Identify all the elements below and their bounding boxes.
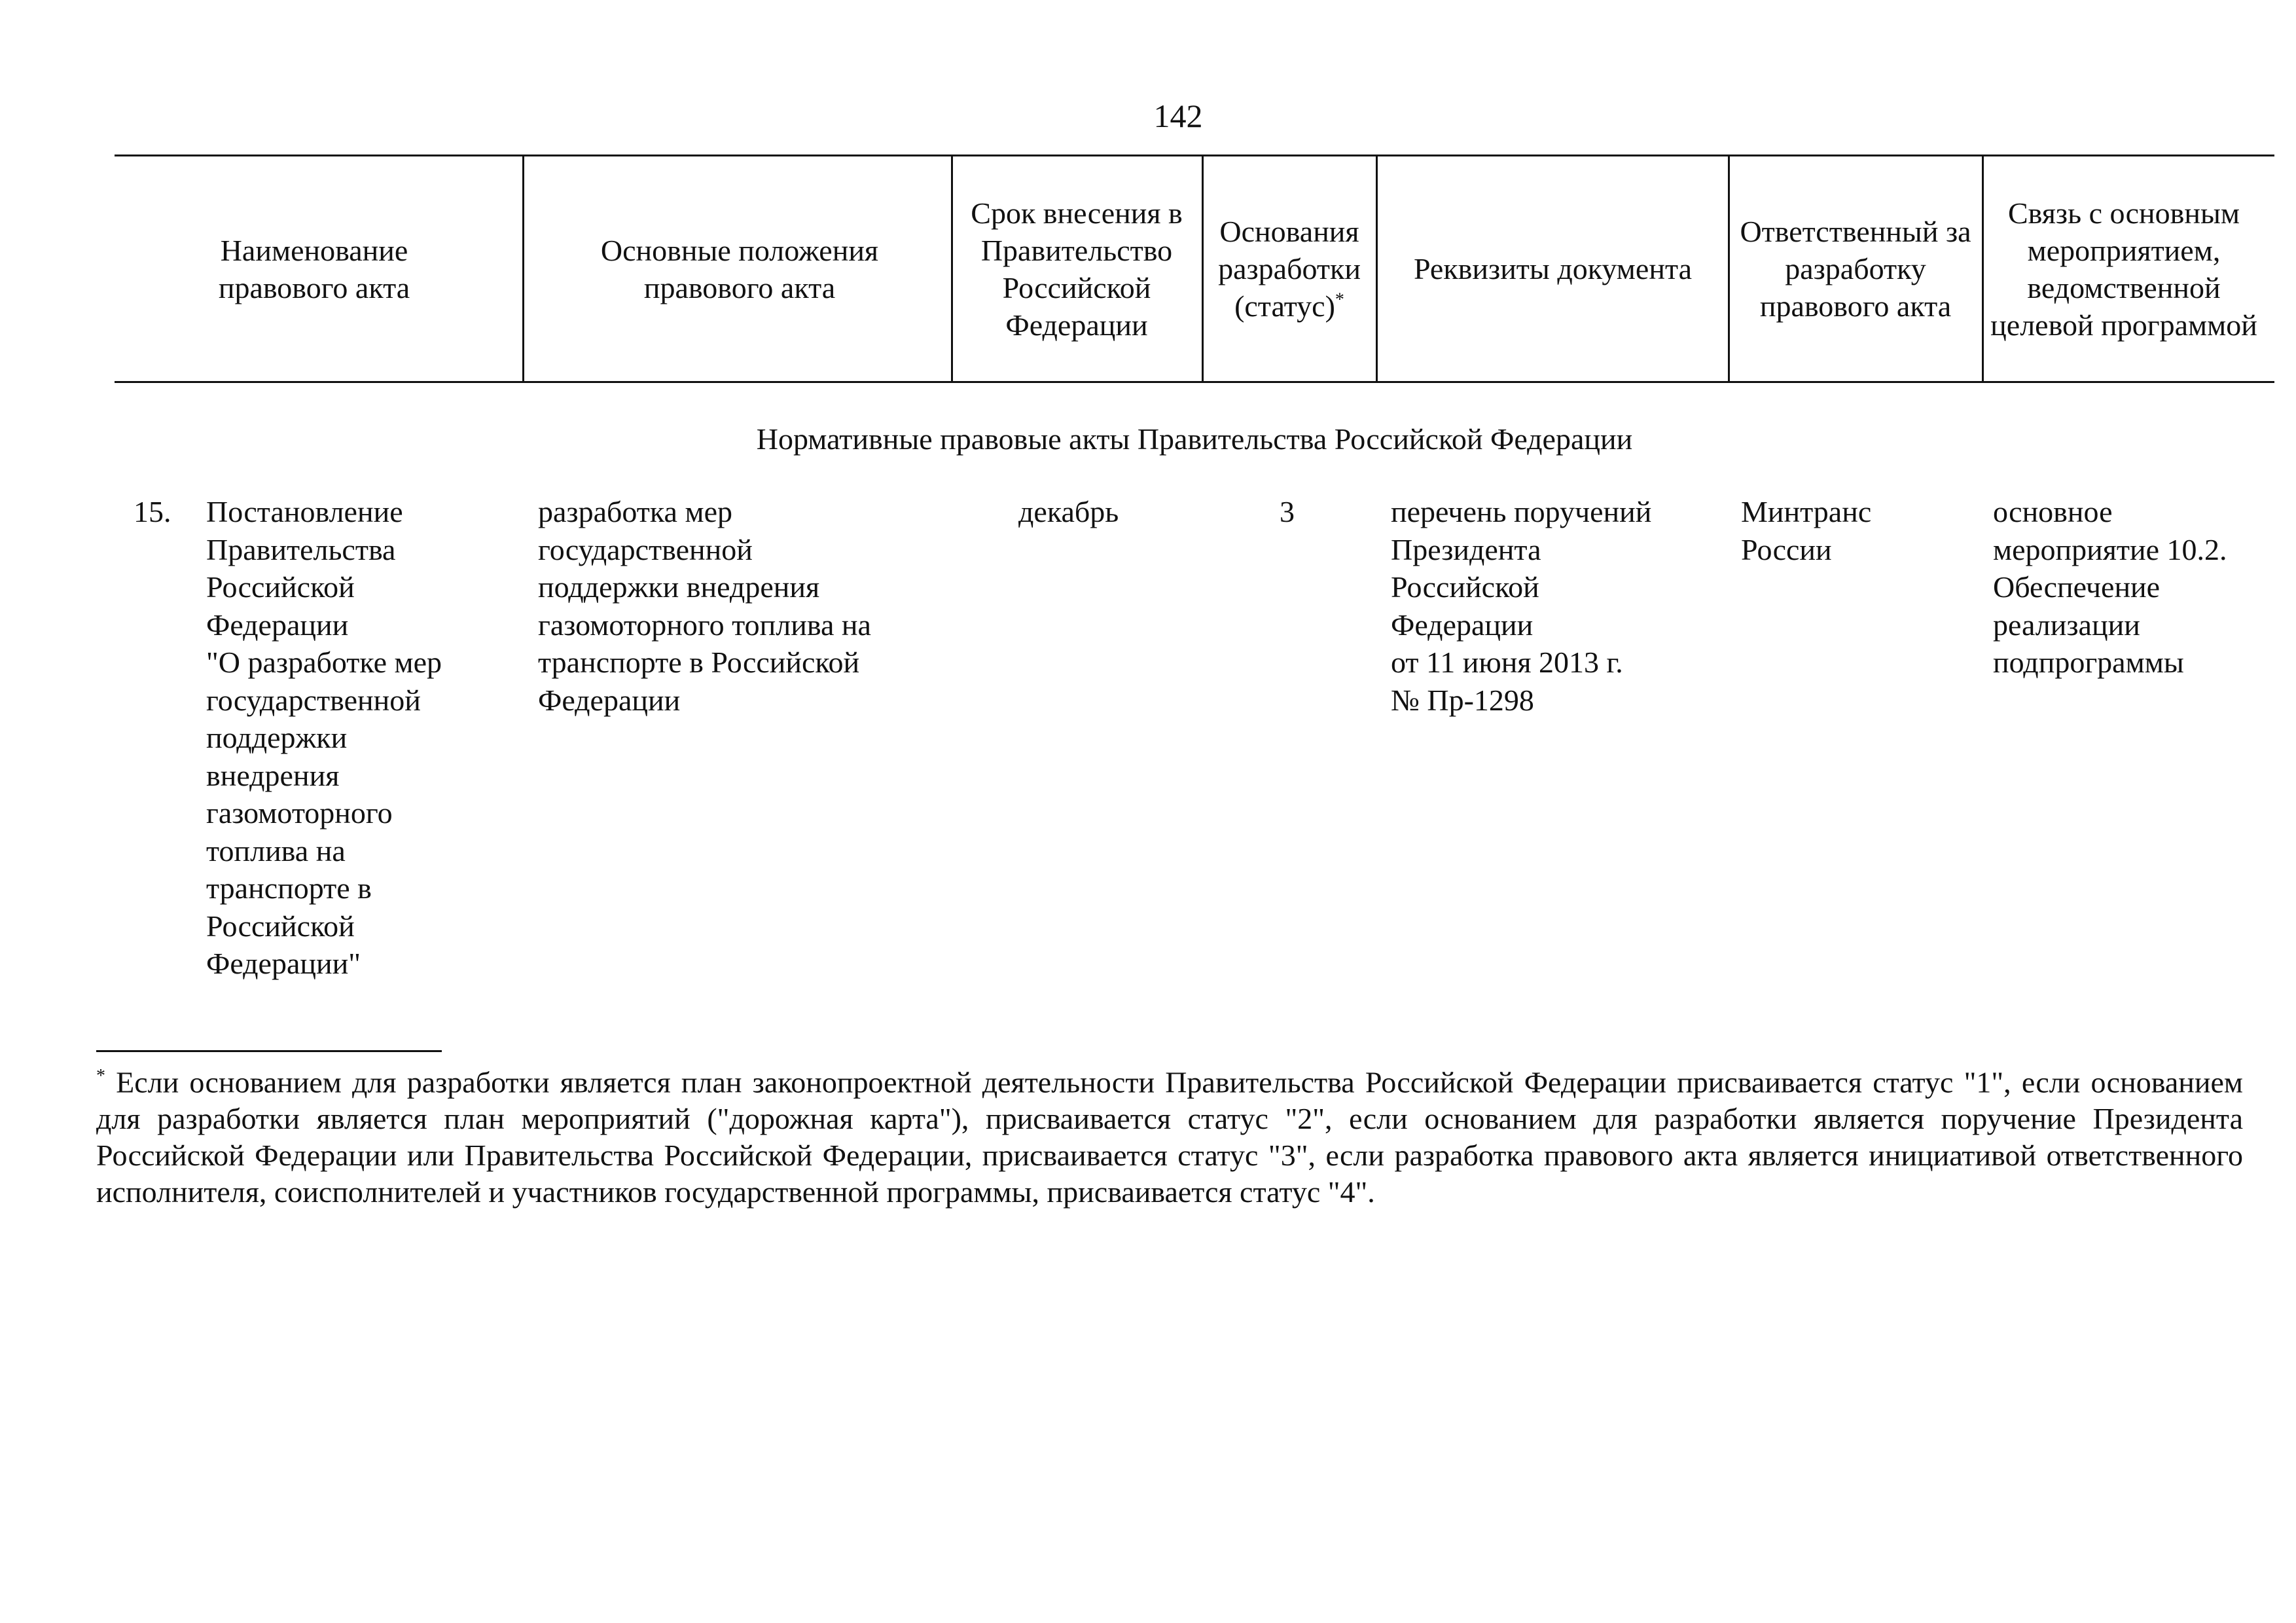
header-divider <box>1728 155 1730 382</box>
header-divider <box>951 155 953 382</box>
header-divider <box>1376 155 1378 382</box>
row-provisions: разработка мер государственной поддержки внедрения газомоторного топлива на транспорте в Российской Федерации <box>538 495 871 717</box>
header-divider <box>1202 155 1204 382</box>
header-provisions: Основные положения правового акта <box>600 233 879 304</box>
header-link: Связь с основным мероприятием, ведомственной целевой программой <box>1990 196 2257 342</box>
row-deadline: декабрь <box>1018 495 1119 528</box>
header-responsible: Ответственный за разработку правового акта <box>1740 215 1971 323</box>
row-act-name: Постановление Правительства Российской Федерации "О разработке мер государственной поддержки внедрения газомоторного топлива на транспорте в Российской Федерации" <box>206 495 442 980</box>
row-responsible: Минтранс России <box>1741 495 1872 566</box>
page-number: 142 <box>1153 98 1203 134</box>
header-document: Реквизиты документа <box>1413 252 1693 285</box>
footnote-text: Если основанием для разработки является план законопроектной деятельности Правительства Российской Федерации присваивается статус "1", если основанием для разработки является план мероприятий ("дорожная карта"), присваивается статус "2", если основанием для разработки является поручение Президента Российской Федерации или Правительства Российской Федерации, присваивается статус "3", если разработка правового акта является инициативой ответственного исполнителя, соисполнителей и участников государственной программы, присваивается статус "4". <box>96 1065 2243 1209</box>
row-document: перечень поручений Президента Российской Федерации от 11 июня 2013 г. № Пр-1298 <box>1391 495 1652 717</box>
footnote-mark: * <box>96 1066 105 1086</box>
header-deadline: Срок внесения в Правительство Российской Федерации <box>971 196 1183 342</box>
row-number: 15. <box>134 495 171 528</box>
footnote-mark: * <box>1335 289 1344 310</box>
section-title: Нормативные правовые акты Правительства Российской Федерации <box>756 422 1633 456</box>
header-divider <box>1982 155 1984 382</box>
header-divider <box>522 155 524 382</box>
header-act-name: Наименование правового акта <box>218 233 410 304</box>
header-status: Основания разработки (статус)* <box>1218 215 1361 323</box>
row-link: основное мероприятие 10.2. Обеспечение реализации подпрограммы <box>1993 495 2227 679</box>
header-bottom-rule <box>115 381 2274 383</box>
footnote <box>96 1058 2243 1211</box>
row-status: 3 <box>1280 495 1295 528</box>
footnote-rule <box>96 1050 442 1052</box>
